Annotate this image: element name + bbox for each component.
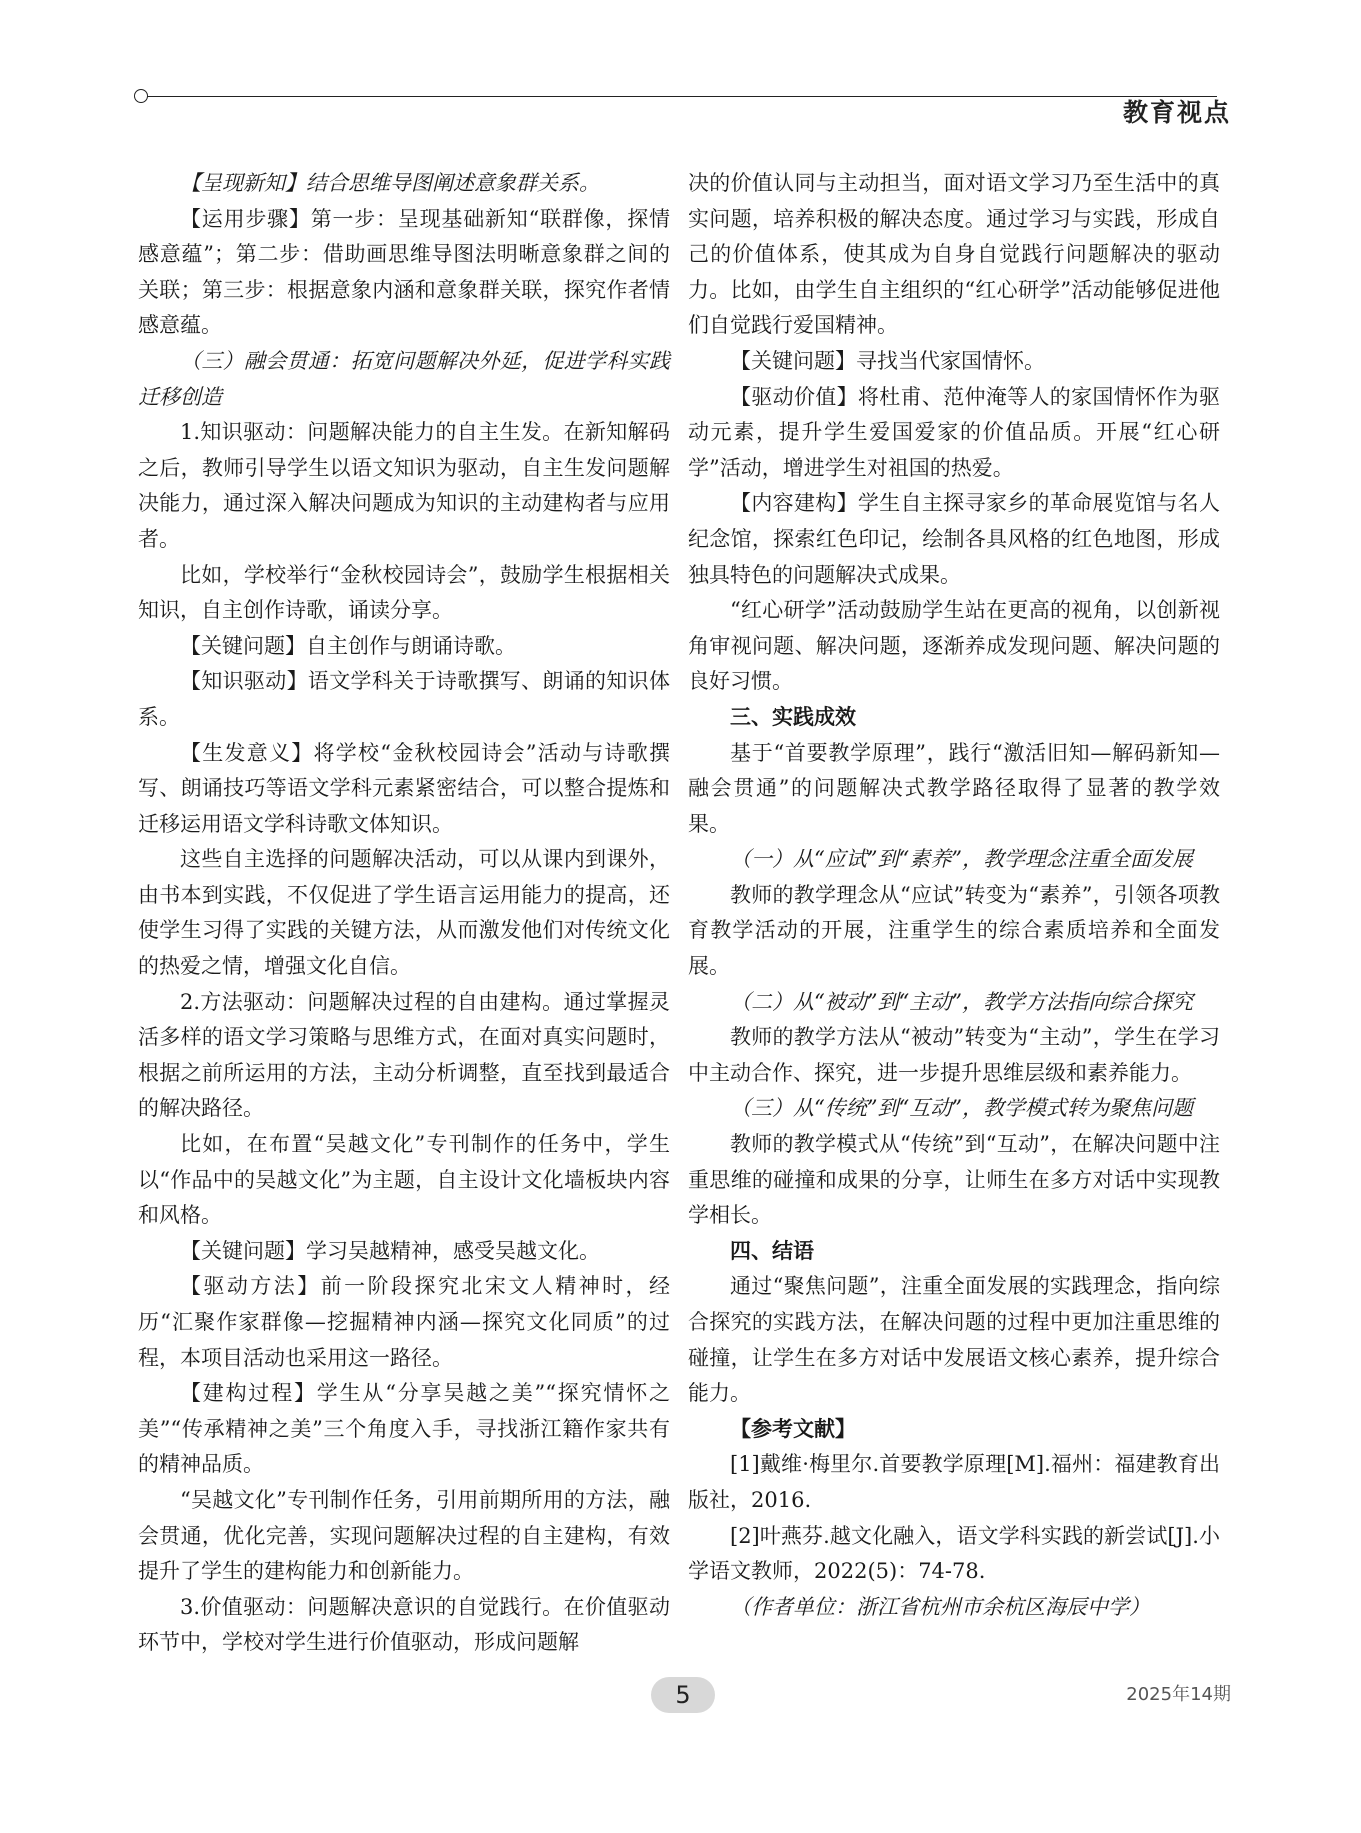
subsection-heading: （一）从“应试”到“素养”，教学理念注重全面发展 (730, 847, 1193, 872)
paragraph: 【知识驱动】语文学科关于诗歌撰写、朗诵的知识体系。 (138, 669, 670, 729)
paragraph: 【关键问题】自主创作与朗诵诗歌。 (180, 633, 516, 658)
paragraph: 通过“聚焦问题”，注重全面发展的实践理念，指向综合探究的实践方法，在解决问题的过程中更加注重思维的碰撞，让学生在多方对话中发展语文核心素养，提升综合能力。 (688, 1274, 1220, 1406)
paragraph: 【生发意义】将学校“金秋校园诗会”活动与诗歌撰写、朗诵技巧等语文学科元素紧密结合，可以整合提炼和迁移运用语文学科诗歌文体知识。 (138, 740, 670, 836)
header-rule-circle (134, 89, 148, 103)
section-title: 教育视点 (1122, 98, 1231, 127)
header-rule (145, 96, 1217, 97)
references-heading: 【参考文献】 (730, 1416, 856, 1441)
paragraph: 3.价值驱动：问题解决意识的自觉践行。在价值驱动环节中，学校对学生进行价值驱动，形成问题解 (138, 1594, 670, 1655)
paragraph: 【驱动价值】将杜甫、范仲淹等人的家国情怀作为驱动元素，提升学生爱国爱家的价值品质。开展“红心研学”活动，增进学生对祖国的热爱。 (688, 384, 1220, 480)
paragraph: 【建构过程】学生从“分享吴越之美”“探究情怀之美”“传承精神之美”三个角度入手，寻找浙江籍作家共有的精神品质。 (138, 1381, 670, 1477)
paragraph: 这些自主选择的问题解决活动，可以从课内到课外，由书本到实践，不仅促进了学生语言运用能力的提高，还使学生习得了实践的关键方法，从而激发他们对传统文化的热爱之情，增强文化自信。 (138, 847, 670, 979)
author-affiliation: （作者单位：浙江省杭州市余杭区海辰中学） (730, 1594, 1150, 1619)
paragraph: 比如，在布置“吴越文化”专刊制作的任务中，学生以“作品中的吴越文化”为主题，自主设计文化墙板块内容和风格。 (138, 1132, 670, 1228)
subsection-heading: （三）融会贯通：拓宽问题解决外延，促进学科实践迁移创造 (138, 348, 670, 409)
subsection-heading: （二）从“被动”到“主动”，教学方法指向综合探究 (730, 989, 1193, 1014)
paragraph: 2.方法驱动：问题解决过程的自由建构。通过掌握灵活多样的语文学习策略与思维方式，在面对真实问题时，根据之前所运用的方法，主动分析调整，直至找到最适合的解决路径。 (138, 989, 670, 1121)
paragraph: 1.知识驱动：问题解决能力的自主生发。在新知解码之后，教师引导学生以语文知识为驱动，自主生发问题解决能力，通过深入解决问题成为知识的主动建构者与应用者。 (138, 420, 670, 551)
right-column (688, 166, 1220, 1625)
paragraph: 教师的教学方法从“被动”转变为“主动”，学生在学习中主动合作、探究，进一步提升思维层级和素养能力。 (688, 1025, 1220, 1085)
issue-label: 2025年14期 (1126, 1684, 1231, 1705)
paragraph: 教师的教学模式从“传统”到“互动”，在解决问题中注重思维的碰撞和成果的分享，让师生在多方对话中实现教学相长。 (688, 1132, 1220, 1228)
paragraph: “红心研学”活动鼓励学生站在更高的视角，以创新视角审视问题、解决问题，逐渐养成发现问题、解决问题的良好习惯。 (688, 598, 1220, 694)
paragraph: 【关键问题】学习吴越精神，感受吴越文化。 (180, 1238, 600, 1263)
paragraph: 【关键问题】寻找当代家国情怀。 (730, 348, 1045, 373)
page-number: 5 (651, 1677, 715, 1713)
section-heading: 四、结语 (730, 1238, 814, 1263)
reference-item: [2]叶燕芬.越文化融入，语文学科实践的新尝试[J].小学语文教师，2022(5)：74-78. (688, 1523, 1220, 1584)
paragraph: 【运用步骤】第一步：呈现基础新知“联群像，探情感意蕴”；第二步：借助画思维导图法明晰意象群之间的关联；第三步：根据意象内涵和意象群关联，探究作者情感意蕴。 (138, 206, 670, 338)
paragraph: 【呈现新知】结合思维导图阐述意象群关系。 (180, 171, 600, 195)
reference-item: [1]戴维·梅里尔.首要教学原理[M].福州：福建教育出版社，2016. (688, 1452, 1220, 1512)
paragraph: 教师的教学理念从“应试”转变为“素养”，引领各项教育教学活动的开展，注重学生的综合素质培养和全面发展。 (688, 882, 1220, 979)
paragraph: 【驱动方法】前一阶段探究北宋文人精神时，经历“汇聚作家群像—挖掘精神内涵—探究文化同质”的过程，本项目活动也采用这一路径。 (138, 1274, 670, 1370)
section-heading: 三、实践成效 (730, 704, 856, 729)
paragraph: 基于“首要教学原理”，践行“激活旧知—解码新知—融会贯通”的问题解决式教学路径取得了显著的教学效果。 (688, 740, 1220, 836)
subsection-heading: （三）从“传统”到“互动”，教学模式转为聚焦问题 (730, 1096, 1193, 1121)
paragraph: “吴越文化”专刊制作任务，引用前期所用的方法，融会贯通，优化完善，实现问题解决过程的自主建构，有效提升了学生的建构能力和创新能力。 (138, 1487, 670, 1584)
paragraph: 【内容建构】学生自主探寻家乡的革命展览馆与名人纪念馆，探索红色印记，绘制各具风格的红色地图，形成独具特色的问题解决式成果。 (688, 491, 1220, 587)
paragraph: 比如，学校举行“金秋校园诗会”，鼓励学生根据相关知识，自主创作诗歌，诵读分享。 (138, 562, 670, 623)
left-column (138, 166, 670, 1661)
paragraph: 决的价值认同与主动担当，面对语文学习乃至生活中的真实问题，培养积极的解决态度。通过学习与实践，形成自己的价值体系，使其成为自身自觉践行问题解决的驱动力。比如，由学生自主组织的“红心研学”活动能够促进他们自觉践行爱国精神。 (688, 171, 1220, 338)
